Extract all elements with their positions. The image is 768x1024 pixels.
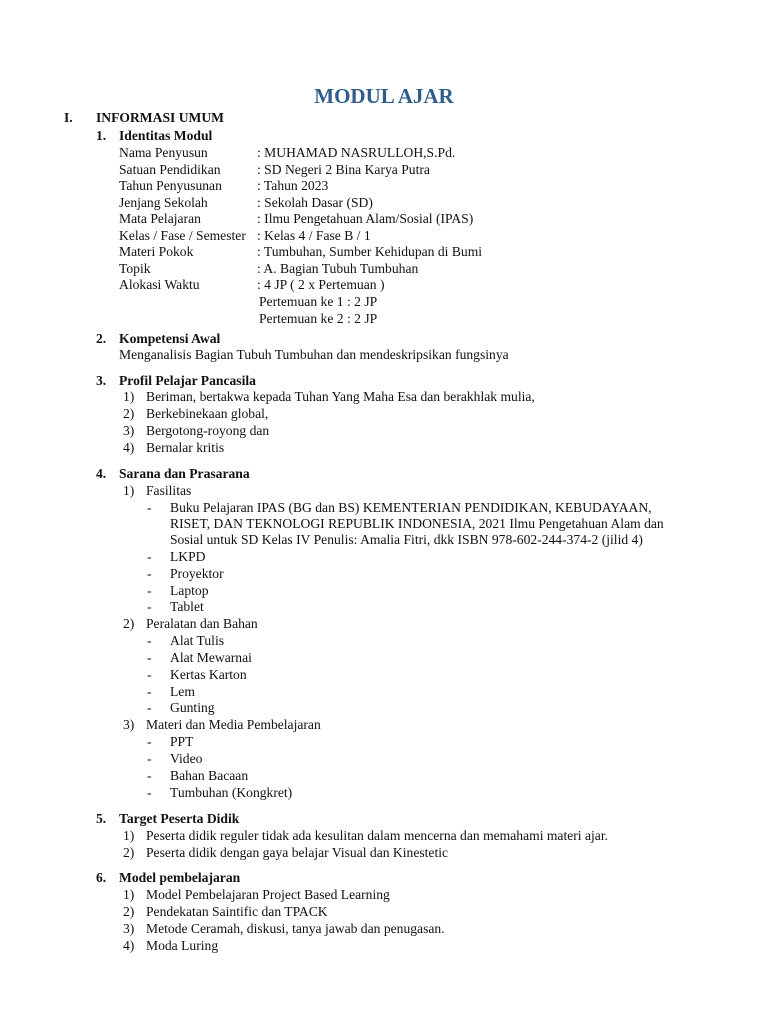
- list-item-peralatan: Peralatan dan Bahan: [146, 616, 258, 631]
- subsection-heading-profil: Profil Pelajar Pancasila: [119, 373, 256, 388]
- list-item: Model Pembelajaran Project Based Learning: [146, 887, 390, 902]
- subsection-number: 2.: [96, 331, 107, 346]
- identity-label: Nama Penyusun: [119, 145, 208, 160]
- subsection-number: 5.: [96, 811, 107, 826]
- book-reference-line: Buku Pelajaran IPAS (BG dan BS) KEMENTERIAN PENDIDIKAN, KEBUDAYAAN,: [170, 500, 652, 515]
- subsection-heading-target: Target Peserta Didik: [119, 811, 240, 826]
- identity-label: Materi Pokok: [119, 244, 194, 259]
- dash-bullet: -: [147, 566, 152, 581]
- book-reference-line: Sosial untuk SD Kelas IV Penulis: Amalia Fitri, dkk ISBN 978-602-244-374-2 (jilid 4): [170, 532, 643, 547]
- dash-bullet: -: [147, 734, 152, 749]
- bullet-item: Proyektor: [170, 566, 224, 581]
- bullet-item: LKPD: [170, 549, 206, 564]
- bullet-item: Kertas Karton: [170, 667, 247, 682]
- list-number: 1): [123, 887, 135, 902]
- identity-value: : 4 JP ( 2 x Pertemuan ): [257, 277, 385, 292]
- identity-label: Satuan Pendidikan: [119, 162, 221, 177]
- dash-bullet: -: [147, 650, 152, 665]
- list-item: Pendekatan Saintific dan TPACK: [146, 904, 328, 919]
- list-item: Bergotong-royong dan: [146, 423, 270, 438]
- dash-bullet: -: [147, 583, 152, 598]
- subsection-heading-model: Model pembelajaran: [119, 870, 241, 885]
- bullet-item: Tablet: [170, 599, 204, 614]
- bullet-item: Alat Tulis: [170, 633, 225, 648]
- list-number: 2): [123, 845, 135, 860]
- subsection-number: 4.: [96, 466, 107, 481]
- dash-bullet: -: [147, 700, 152, 715]
- list-number: 4): [123, 938, 135, 953]
- subsection-number: 1.: [96, 128, 107, 143]
- dash-bullet: -: [147, 599, 152, 614]
- list-item: Moda Luring: [146, 938, 219, 953]
- list-number: 1): [123, 828, 135, 843]
- list-number: 4): [123, 440, 135, 455]
- list-item-materi: Materi dan Media Pembelajaran: [146, 717, 321, 732]
- document-title: MODUL AJAR: [314, 84, 454, 108]
- list-item: Peserta didik dengan gaya belajar Visual dan Kinestetic: [146, 845, 449, 860]
- subsection-number: 3.: [96, 373, 107, 388]
- list-number: 3): [123, 921, 135, 936]
- list-number: 3): [123, 717, 135, 732]
- section-number: I.: [64, 110, 73, 125]
- identity-value: : Ilmu Pengetahuan Alam/Sosial (IPAS): [257, 211, 474, 226]
- dash-bullet: -: [147, 785, 152, 800]
- identity-value: : MUHAMAD NASRULLOH,S.Pd.: [257, 145, 456, 160]
- identity-value: : Sekolah Dasar (SD): [257, 195, 373, 210]
- identity-label: Topik: [119, 261, 151, 276]
- dash-bullet: -: [147, 549, 152, 564]
- dash-bullet: -: [147, 667, 152, 682]
- list-number: 2): [123, 616, 135, 631]
- pertemuan-line: Pertemuan ke 2 : 2 JP: [259, 311, 378, 326]
- bullet-item: Gunting: [170, 700, 215, 715]
- section-heading: INFORMASI UMUM: [96, 110, 224, 125]
- identity-label: Kelas / Fase / Semester: [119, 228, 246, 243]
- identity-value: : Tahun 2023: [257, 178, 329, 193]
- subsection-heading-kompetensi: Kompetensi Awal: [119, 331, 221, 346]
- dash-bullet: -: [147, 768, 152, 783]
- bullet-item: Tumbuhan (Kongkret): [170, 785, 293, 800]
- subsection-number: 6.: [96, 870, 107, 885]
- identity-value: : Tumbuhan, Sumber Kehidupan di Bumi: [257, 244, 483, 259]
- dash-bullet: -: [147, 751, 152, 766]
- bullet-item: Alat Mewarnai: [170, 650, 252, 665]
- dash-bullet: -: [147, 633, 152, 648]
- dash-bullet: -: [147, 684, 152, 699]
- bullet-item: Video: [170, 751, 203, 766]
- bullet-item: PPT: [170, 734, 194, 749]
- identity-value: : Kelas 4 / Fase B / 1: [257, 228, 371, 243]
- identity-label: Mata Pelajaran: [119, 211, 201, 226]
- list-number: 3): [123, 423, 135, 438]
- bullet-item: Laptop: [170, 583, 209, 598]
- subsection-heading-sarana: Sarana dan Prasarana: [119, 466, 250, 481]
- list-item: Beriman, bertakwa kepada Tuhan Yang Maha Esa dan berakhlak mulia,: [146, 389, 535, 404]
- list-item: Peserta didik reguler tidak ada kesulitan dalam mencerna dan memahami materi ajar.: [146, 828, 609, 843]
- list-number: 1): [123, 389, 135, 404]
- identity-value: : SD Negeri 2 Bina Karya Putra: [257, 162, 430, 177]
- dash-bullet: -: [147, 500, 152, 515]
- book-reference-line: RISET, DAN TEKNOLOGI REPUBLIK INDONESIA, 2021 Ilmu Pengetahuan Alam dan: [170, 516, 664, 531]
- list-number: 1): [123, 483, 135, 498]
- identity-label: Tahun Penyusunan: [119, 178, 222, 193]
- list-item: Bernalar kritis: [146, 440, 225, 455]
- subsection-heading-identitas: Identitas Modul: [119, 128, 213, 143]
- list-item: Berkebinekaan global,: [146, 406, 269, 421]
- pertemuan-line: Pertemuan ke 1 : 2 JP: [259, 294, 378, 309]
- list-number: 2): [123, 904, 135, 919]
- bullet-item: Lem: [170, 684, 195, 699]
- identity-label: Jenjang Sekolah: [119, 195, 208, 210]
- identity-label: Alokasi Waktu: [119, 277, 200, 292]
- list-item: Metode Ceramah, diskusi, tanya jawab dan penugasan.: [146, 921, 445, 936]
- identity-value: : A. Bagian Tubuh Tumbuhan: [257, 261, 419, 276]
- list-number: 2): [123, 406, 135, 421]
- bullet-item: Bahan Bacaan: [170, 768, 249, 783]
- list-item-fasilitas: Fasilitas: [146, 483, 192, 498]
- kompetensi-text: Menganalisis Bagian Tubuh Tumbuhan dan mendeskripsikan fungsinya: [119, 347, 509, 362]
